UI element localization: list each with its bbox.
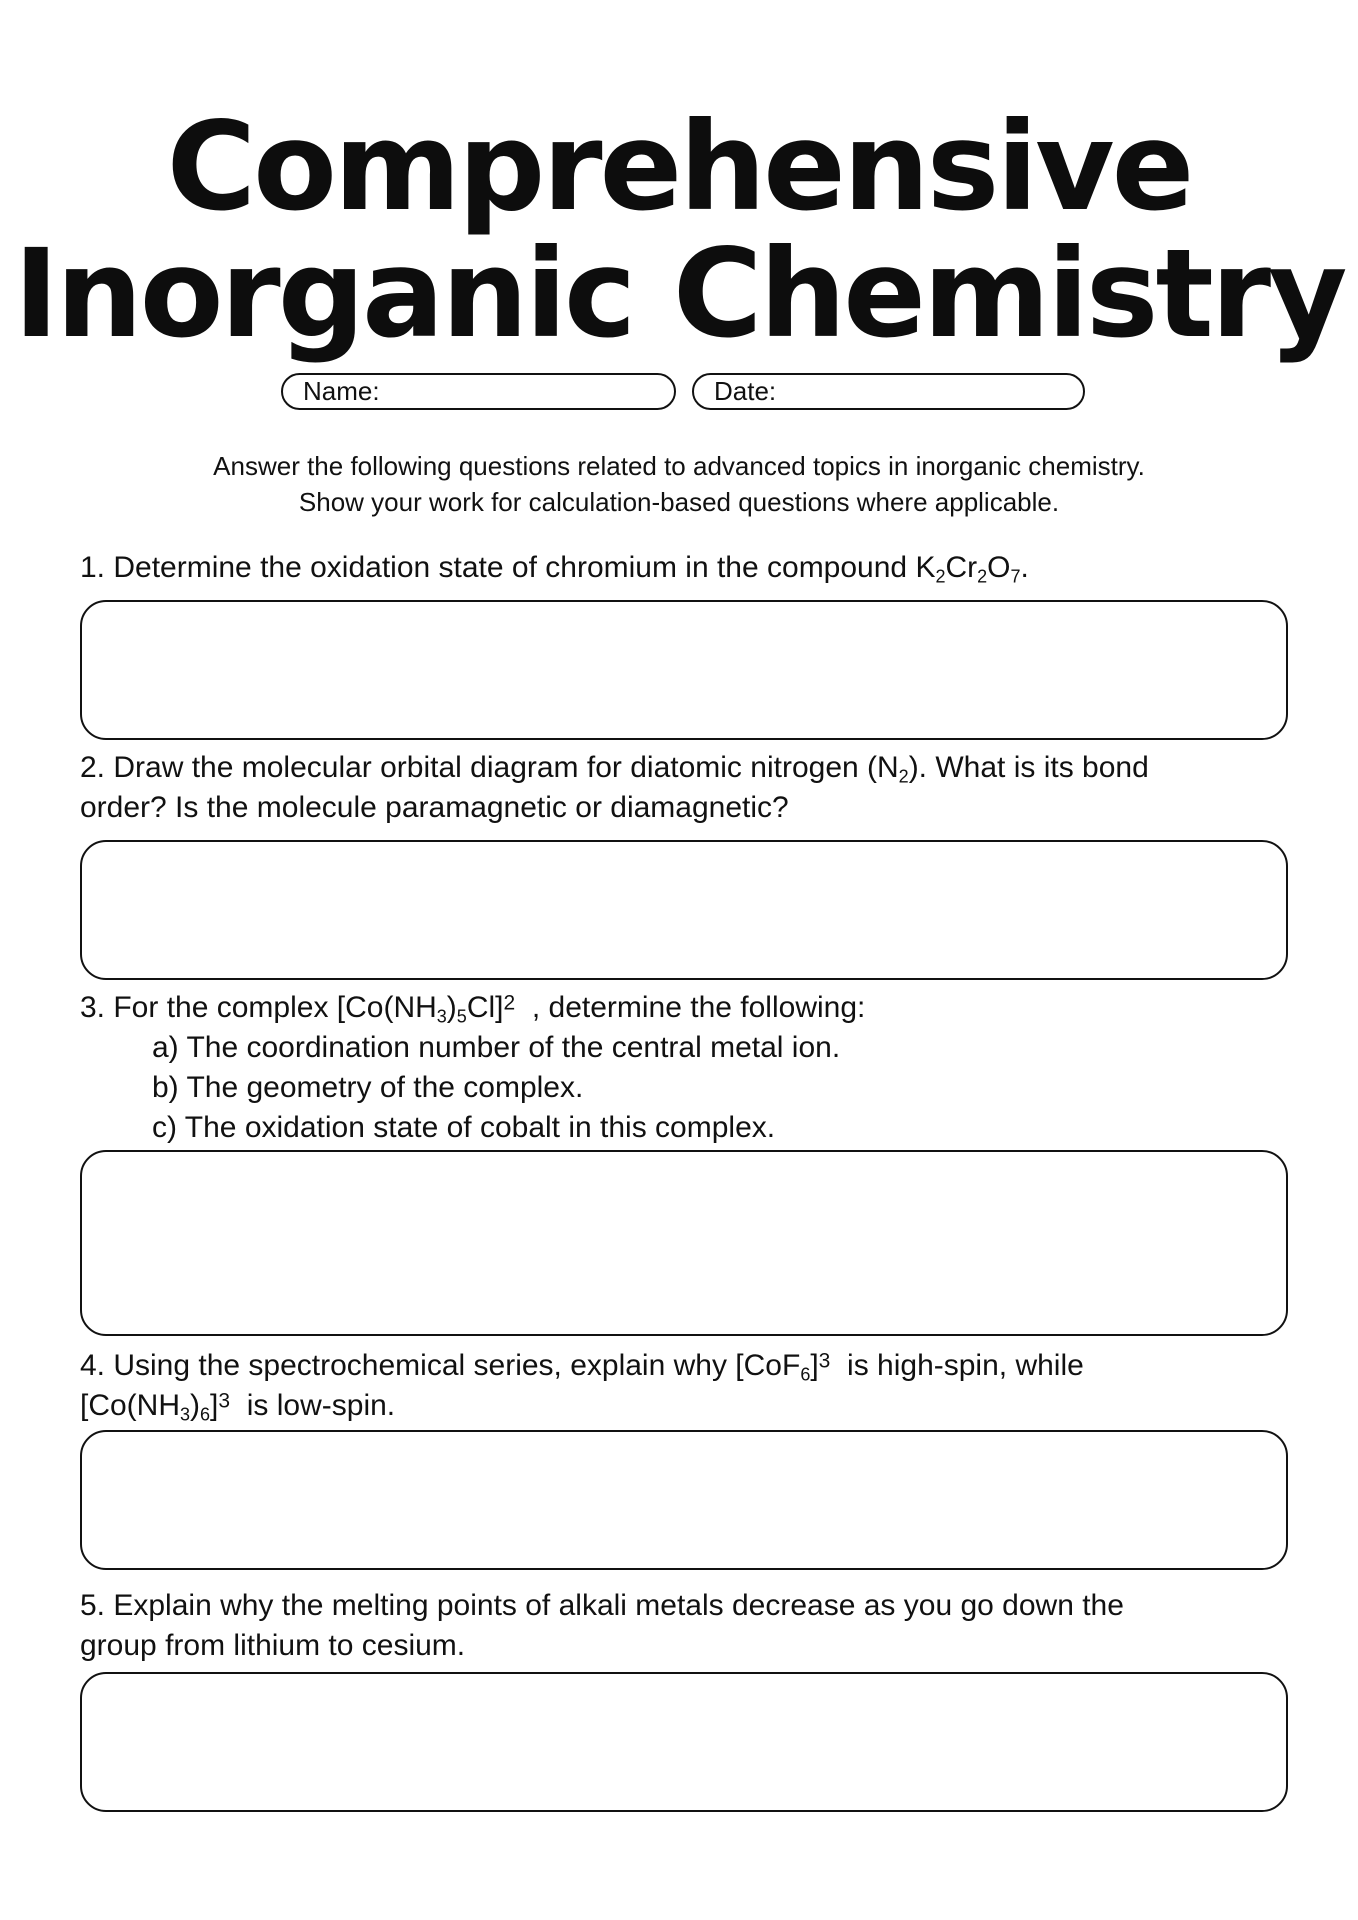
question-3-superscript: 2 (503, 991, 516, 1015)
question-4 (80, 1346, 1290, 1426)
question-4-superscript-1: 3 (818, 1349, 831, 1373)
question-1-period: . (1020, 551, 1029, 584)
question-4-line-2 (80, 1386, 1290, 1426)
question-4-subscript-3: 6 (200, 1404, 211, 1425)
question-4-text-d: [Co(NH (80, 1389, 181, 1422)
question-1-formula-cr: Cr (945, 551, 978, 584)
question-2-line-1 (80, 748, 1290, 788)
question-3-subscript-2: 5 (456, 1006, 467, 1027)
name-field[interactable] (281, 373, 676, 410)
question-2-subscript: 2 (898, 766, 909, 787)
question-3-subscript-1: 3 (436, 1006, 447, 1027)
question-1 (80, 548, 1290, 588)
instructions-line-1: Answer the following questions related to advanced topics in inorganic chemistry. (213, 451, 1145, 481)
question-3-text-b: ) (446, 991, 457, 1024)
question-3-text-d: , determine the following: (515, 991, 866, 1024)
question-3-item-b: b) The geometry of the complex. (152, 1071, 584, 1104)
instructions-line-2: Show your work for calculation-based questions where applicable. (298, 487, 1060, 517)
question-1-subscript-3: 7 (1010, 566, 1021, 587)
question-4-text-g: is low-spin. (230, 1389, 396, 1422)
question-3-item-a: a) The coordination number of the central metal ion. (152, 1031, 841, 1064)
question-1-subscript-1: 2 (935, 566, 946, 587)
question-1-subscript-2: 2 (977, 566, 988, 587)
answer-box-1[interactable] (80, 600, 1288, 740)
answer-box-3[interactable] (80, 1150, 1288, 1336)
question-4-text-b: ] (810, 1349, 819, 1382)
question-4-line-1 (80, 1346, 1290, 1386)
answer-box-4[interactable] (80, 1430, 1288, 1570)
question-4-text-f: ] (210, 1389, 219, 1422)
page-title-line-2: Inorganic Chemistry (13, 223, 1345, 365)
question-2-line-2: order? Is the molecule paramagnetic or diamagnetic? (80, 791, 789, 824)
answer-box-2[interactable] (80, 840, 1288, 980)
question-3-item-c: c) The oxidation state of cobalt in this complex. (152, 1111, 776, 1144)
question-3 (80, 988, 1290, 1148)
question-4-subscript-1: 6 (800, 1364, 811, 1385)
date-label: Date: (714, 376, 777, 406)
question-4-text-e: ) (190, 1389, 201, 1422)
question-4-text-c: is high-spin, while (830, 1349, 1084, 1382)
question-4-subscript-2: 3 (180, 1404, 191, 1425)
question-2-text-a: 2. Draw the molecular orbital diagram for diatomic nitrogen (N (80, 751, 899, 784)
question-3-text-a: 3. For the complex [Co(NH (80, 991, 437, 1024)
question-3-line-1 (80, 988, 1290, 1028)
name-label: Name: (303, 376, 380, 406)
answer-box-5[interactable] (80, 1672, 1288, 1812)
question-5-line-1: 5. Explain why the melting points of alkali metals decrease as you go down the (80, 1589, 1124, 1622)
question-1-formula-o: O (987, 551, 1011, 584)
question-1-text: 1. Determine the oxidation state of chromium in the compound K (80, 551, 936, 584)
question-3-text-c: Cl] (466, 991, 504, 1024)
instructions (0, 448, 1358, 520)
question-4-superscript-2: 3 (218, 1389, 231, 1413)
question-4-text-a: 4. Using the spectrochemical series, explain why [CoF (80, 1349, 801, 1382)
question-5-line-2: group from lithium to cesium. (80, 1629, 466, 1662)
date-field[interactable] (692, 373, 1085, 410)
question-5 (80, 1586, 1290, 1666)
question-2 (80, 748, 1290, 828)
question-2-text-b: ). What is its bond (908, 751, 1149, 784)
page-title-line-1: Comprehensive (166, 96, 1192, 238)
